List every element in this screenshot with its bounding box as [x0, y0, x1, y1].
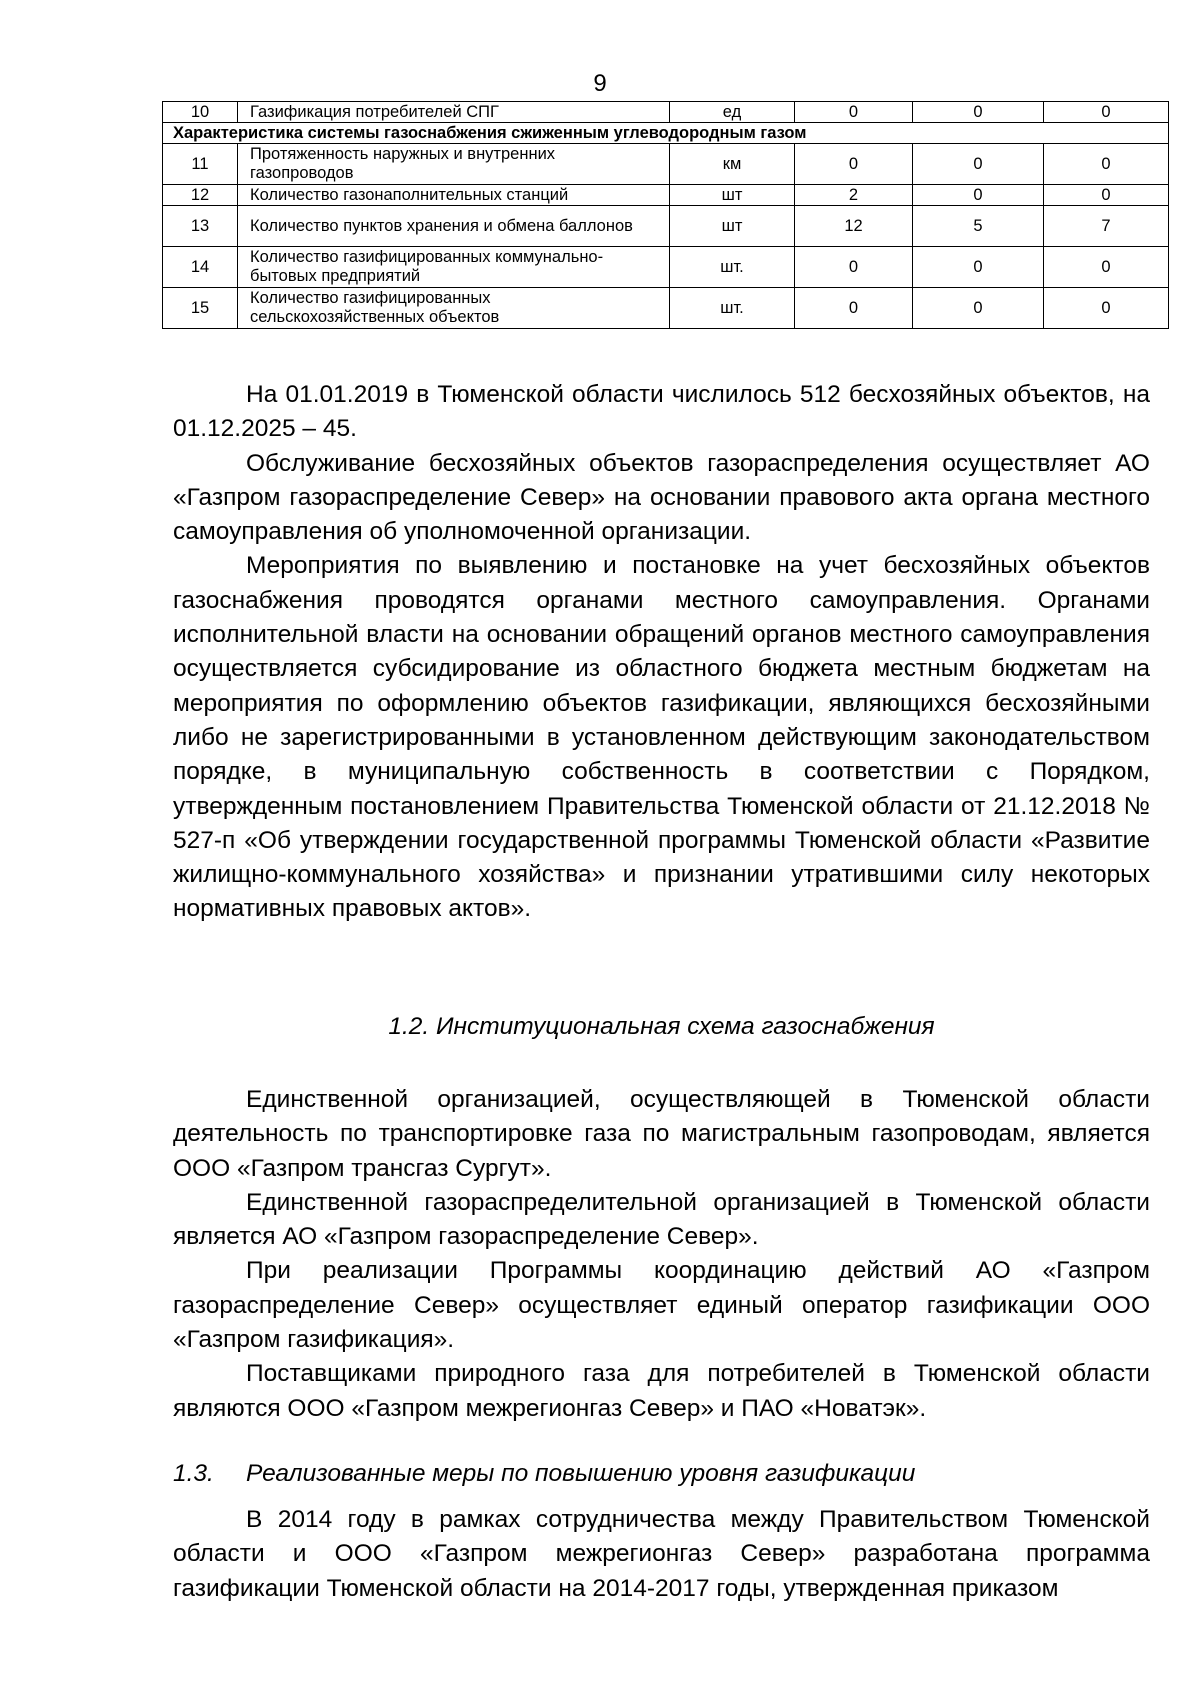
- paragraph: При реализации Программы координацию действий АО «Газпром газораспределение Север» осуществляет единый оператор газификации ООО «Газпром газификация».: [173, 1257, 1150, 1354]
- row-value-1: 0: [795, 288, 913, 329]
- row-name: Протяженность наружных и внутренних газопроводов: [238, 144, 670, 185]
- row-name: Количество пунктов хранения и обмена баллонов: [238, 206, 670, 247]
- paragraph: Мероприятия по выявлению и постановке на учет бесхозяйных объектов газоснабжения проводятся органами местного самоуправления. Органами исполнительной власти на основании обращений органов местного самоуправления осуществляется субсидирование из областного бюджета местным бюджетам на мероприятия по оформлению объектов газификации, являющихся бесхозяйными либо не зарегистрированными в установленном действующим законодательством порядке, в муниципальную собственность в соответствии с Порядком, утвержденным постановлением Правительства Тюменской области от 21.12.2018 № 527-п «Об утверждении государственной программы Тюменской области «Развитие жилищно-коммунального хозяйства» и признании утратившими силу некоторых нормативных правовых актов».: [173, 552, 1150, 923]
- row-value-2: 5: [913, 206, 1044, 247]
- row-value-3: 0: [1044, 247, 1169, 288]
- table-row: [163, 206, 1169, 247]
- row-value-3: 0: [1044, 185, 1169, 206]
- section-number: 1.3.: [173, 1460, 214, 1487]
- paragraph: Единственной газораспределительной организацией в Тюменской области является АО «Газпром газораспределение Север».: [173, 1188, 1150, 1251]
- table-row: [163, 288, 1169, 329]
- row-value-1: 12: [795, 206, 913, 247]
- row-value-2: 0: [913, 185, 1044, 206]
- row-number: 11: [163, 144, 238, 185]
- row-name: Количество газифицированных коммунально-бытовых предприятий: [238, 247, 670, 288]
- row-value-1: 0: [795, 247, 913, 288]
- row-value-1: 2: [795, 185, 913, 206]
- row-number: 13: [163, 206, 238, 247]
- paragraph: Единственной организацией, осуществляющей в Тюменской области деятельность по транспортировке газа по магистральным газопроводам, является ООО «Газпром трансгаз Сургут».: [173, 1086, 1150, 1182]
- table-section-row: [163, 123, 1169, 144]
- row-name: Газификация потребителей СПГ: [238, 102, 670, 123]
- row-value-1: 0: [795, 102, 913, 123]
- indicators-table: [162, 101, 1169, 329]
- row-value-1: 0: [795, 144, 913, 185]
- section-heading-1-3: [173, 1457, 1150, 1491]
- row-unit: шт.: [670, 247, 795, 288]
- row-value-3: 0: [1044, 144, 1169, 185]
- row-value-2: 0: [913, 102, 1044, 123]
- row-value-3: 7: [1044, 206, 1169, 247]
- row-number: 15: [163, 288, 238, 329]
- section-title: Характеристика системы газоснабжения сжиженным углеводородным газом: [163, 123, 1169, 144]
- text-block-institutional-scheme: [173, 1083, 1150, 1426]
- row-name: Количество газонаполнительных станций: [238, 185, 670, 206]
- text-block-implemented-measures: [173, 1503, 1150, 1606]
- table-row: [163, 102, 1169, 123]
- table-row: [163, 144, 1169, 185]
- text-block-ownerless-objects: [173, 378, 1150, 927]
- paragraph: Поставщиками природного газа для потребителей в Тюменской области являются ООО «Газпром межрегионгаз Север» и ПАО «Новатэк».: [173, 1360, 1150, 1422]
- row-unit: ед: [670, 102, 795, 123]
- section-heading-1-2: 1.2. Институциональная схема газоснабжения: [388, 1013, 935, 1040]
- row-value-2: 0: [913, 288, 1044, 329]
- row-number: 10: [163, 102, 238, 123]
- row-name: Количество газифицированных сельскохозяйственных объектов: [238, 288, 670, 329]
- row-number: 12: [163, 185, 238, 206]
- paragraph: В 2014 году в рамках сотрудничества между Правительством Тюменской области и ООО «Газпром межрегионгаз Север» разработана программа газификации Тюменской области на 2014-2017 годы, утвержденная приказом: [173, 1506, 1150, 1602]
- row-value-2: 0: [913, 144, 1044, 185]
- table-row: [163, 247, 1169, 288]
- row-value-3: 0: [1044, 288, 1169, 329]
- page-number: 9: [593, 70, 607, 97]
- row-unit: шт.: [670, 288, 795, 329]
- row-unit: шт: [670, 206, 795, 247]
- row-unit: км: [670, 144, 795, 185]
- paragraph: На 01.01.2019 в Тюменской области числилось 512 бесхозяйных объектов, на 01.12.2025 – 45.: [173, 381, 1150, 443]
- row-number: 14: [163, 247, 238, 288]
- section-title: Реализованные меры по повышению уровня газификации: [246, 1460, 916, 1487]
- table-row: [163, 185, 1169, 206]
- paragraph: Обслуживание бесхозяйных объектов газораспределения осуществляет АО «Газпром газораспределение Север» на основании правового акта органа местного самоуправления об уполномоченной организации.: [173, 449, 1150, 546]
- table-body: [163, 102, 1169, 329]
- row-value-2: 0: [913, 247, 1044, 288]
- row-value-3: 0: [1044, 102, 1169, 123]
- row-unit: шт: [670, 185, 795, 206]
